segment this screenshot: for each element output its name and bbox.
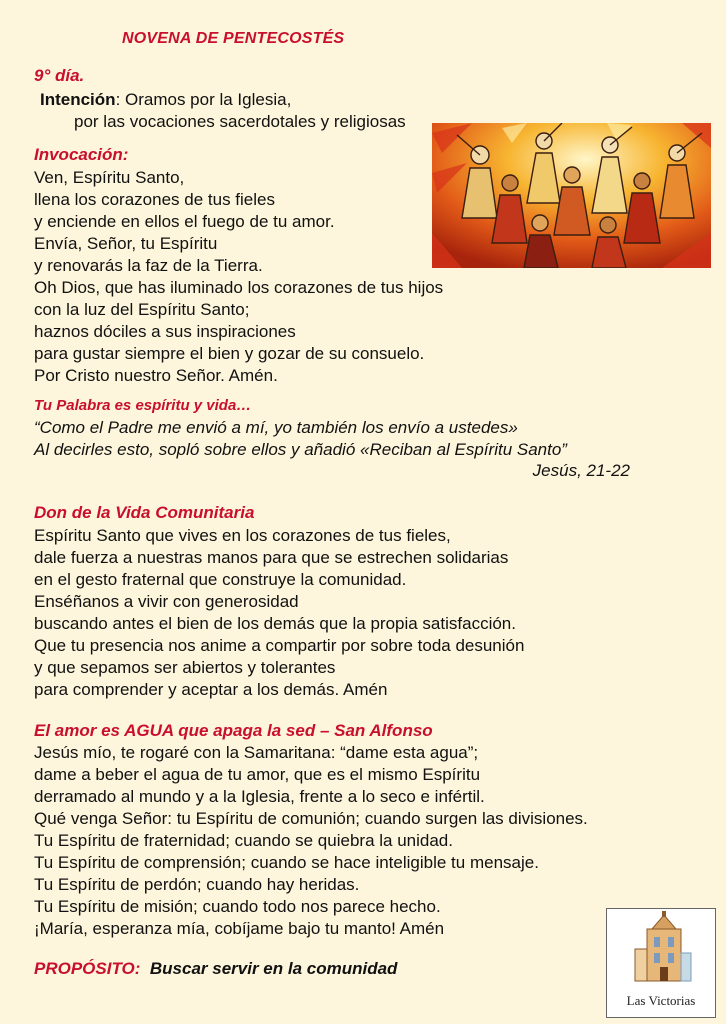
purpose-label: PROPÓSITO: — [34, 959, 141, 978]
page-title: NOVENA DE PENTECOSTÉS — [122, 30, 345, 47]
invocation-line: para gustar siempre el bien y gozar de su consuelo. — [34, 344, 425, 363]
invocation-line: Oh Dios, que has iluminado los corazones de tus hijos — [34, 278, 444, 297]
purpose-text: Buscar servir en la comunidad — [149, 959, 398, 978]
las-victorias-logo — [606, 908, 716, 1018]
logo-text: Las Victorias — [626, 993, 696, 1008]
day-label: 9° día. — [34, 66, 85, 85]
love-line: derramado al mundo y a la Iglesia, frente a lo seco e infértil. — [34, 787, 485, 806]
church-icon — [607, 909, 715, 989]
love-line: Tu Espíritu de perdón; cuando hay heridas. — [34, 875, 360, 894]
word-quote — [34, 417, 567, 461]
invocation-prayer — [34, 167, 443, 387]
love-line: Qué venga Señor: tu Espíritu de comunión; cuando surgen las divisiones. — [34, 809, 588, 828]
invocation-line: llena los corazones de tus fieles — [34, 190, 275, 209]
pentecost-illustration — [432, 123, 711, 268]
love-line: Tu Espíritu de misión; cuando todo nos parece hecho. — [34, 897, 441, 916]
intention-label: Intención — [40, 90, 116, 109]
gift-line: en el gesto fraternal que construye la comunidad. — [34, 570, 407, 589]
invocation-line: y renovarás la faz de la Tierra. — [34, 256, 263, 275]
invocation-line: haznos dóciles a sus inspiraciones — [34, 322, 296, 341]
love-prayer — [34, 742, 588, 940]
gift-line: y que sepamos ser abiertos y tolerantes — [34, 658, 336, 677]
invocation-line: y enciende en ellos el fuego de tu amor. — [34, 212, 335, 231]
intention-line-2: por las vocaciones sacerdotales y religiosas — [74, 112, 406, 131]
intention-line-1 — [40, 89, 291, 111]
gift-line: dale fuerza a nuestras manos para que se estrechen solidarias — [34, 548, 509, 567]
word-heading: Tu Palabra es espíritu y vida… — [34, 397, 252, 414]
gift-line: para comprender y aceptar a los demás. Amén — [34, 680, 388, 699]
invocation-line: Ven, Espíritu Santo, — [34, 168, 185, 187]
word-reference: Jesús, 21-22 — [532, 461, 630, 480]
purpose — [34, 959, 397, 979]
invocation-line: con la luz del Espíritu Santo; — [34, 300, 250, 319]
love-line: ¡María, esperanza mía, cobíjame bajo tu manto! Amén — [34, 919, 445, 938]
love-heading: El amor es AGUA que apaga la sed – San Alfonso — [34, 721, 433, 740]
word-line: Al decirles esto, sopló sobre ellos y añadió «Reciban al Espíritu Santo” — [34, 440, 567, 459]
gift-line: Enséñanos a vivir con generosidad — [34, 592, 299, 611]
gift-line: Espíritu Santo que vives en los corazones de tus fieles, — [34, 526, 451, 545]
love-line: Tu Espíritu de fraternidad; cuando se quiebra la unidad. — [34, 831, 453, 850]
intention-text: : Oramos por la Iglesia, — [115, 90, 292, 109]
invocation-line: Por Cristo nuestro Señor. Amén. — [34, 366, 278, 385]
love-line: Tu Espíritu de comprensión; cuando se hace inteligible tu mensaje. — [34, 853, 539, 872]
gift-prayer — [34, 525, 524, 701]
gift-heading: Don de la Vida Comunitaria — [34, 503, 255, 522]
invocation-line: Envía, Señor, tu Espíritu — [34, 234, 218, 253]
gift-line: buscando antes el bien de los demás que la propia satisfacción. — [34, 614, 516, 633]
gift-line: Que tu presencia nos anime a compartir por sobre toda desunión — [34, 636, 525, 655]
love-line: dame a beber el agua de tu amor, que es el mismo Espíritu — [34, 765, 481, 784]
love-line: Jesús mío, te rogaré con la Samaritana: “dame esta agua”; — [34, 743, 479, 762]
invocation-heading: Invocación: — [34, 145, 129, 164]
word-line: “Como el Padre me envió a mí, yo también los envío a ustedes» — [34, 418, 518, 437]
